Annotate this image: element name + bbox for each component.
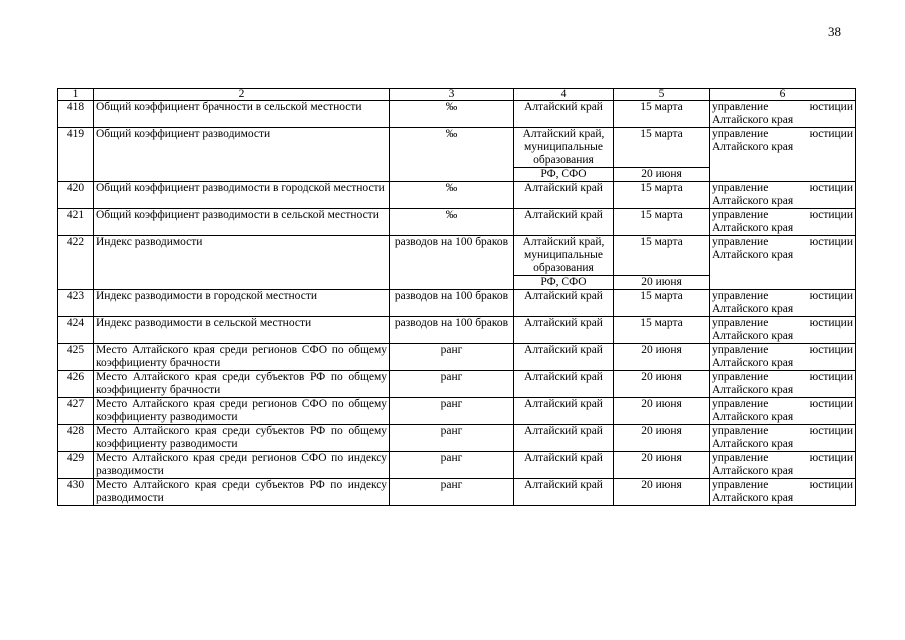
- deadline-date: 15 марта: [614, 128, 710, 168]
- table-row: [58, 371, 856, 398]
- responsible-word: управление: [712, 371, 769, 383]
- indicator-name: Место Алтайского края среди субъектов РФ по индексу разводимости: [94, 479, 390, 506]
- deadline-date: 15 марта: [614, 182, 710, 209]
- responsible-line: Алтайского края: [712, 438, 794, 450]
- responsible-line: Алтайского края: [712, 411, 794, 423]
- unit-of-measure: ‰: [390, 128, 514, 182]
- table-row: [58, 236, 856, 276]
- responsible-word: юстиции: [809, 398, 853, 410]
- row-number: 422: [58, 236, 94, 290]
- territory: Алтайский край: [514, 182, 614, 209]
- table-row: [58, 425, 856, 452]
- column-number: 1: [58, 89, 94, 101]
- deadline-date: 20 июня: [614, 479, 710, 506]
- responsible-line: Алтайского края: [712, 249, 794, 261]
- territory: Алтайский край: [514, 101, 614, 128]
- responsible-body: [710, 371, 856, 398]
- responsible-word: юстиции: [809, 344, 853, 356]
- responsible-body: [710, 182, 856, 209]
- deadline-date: 15 марта: [614, 209, 710, 236]
- responsible-line: Алтайского края: [712, 492, 794, 504]
- row-number: 418: [58, 101, 94, 128]
- unit-of-measure: ‰: [390, 101, 514, 128]
- deadline-date: 15 марта: [614, 236, 710, 276]
- indicator-name: Место Алтайского края среди субъектов РФ по общему коэффициенту разводимости: [94, 425, 390, 452]
- responsible-word: управление: [712, 344, 769, 356]
- responsible-line: [712, 425, 853, 438]
- territory: РФ, СФО: [514, 168, 614, 182]
- table-row: [58, 317, 856, 344]
- responsible-line: [712, 371, 853, 384]
- table-row: [58, 290, 856, 317]
- unit-of-measure: ранг: [390, 479, 514, 506]
- responsible-word: управление: [712, 128, 769, 140]
- territory: Алтайский край: [514, 425, 614, 452]
- table-row: [58, 101, 856, 128]
- row-number: 424: [58, 317, 94, 344]
- responsible-body: [710, 398, 856, 425]
- unit-of-measure: ранг: [390, 398, 514, 425]
- responsible-line: Алтайского края: [712, 303, 794, 315]
- responsible-line: [712, 182, 853, 195]
- row-number: 423: [58, 290, 94, 317]
- responsible-word: юстиции: [809, 209, 853, 221]
- column-number: 2: [94, 89, 390, 101]
- indicator-name: Общий коэффициент разводимости: [94, 128, 390, 182]
- unit-of-measure: ранг: [390, 344, 514, 371]
- row-number: 429: [58, 452, 94, 479]
- responsible-line: [712, 236, 853, 249]
- territory: Алтайский край: [514, 344, 614, 371]
- indicator-name: Индекс разводимости: [94, 236, 390, 290]
- territory: Алтайский край: [514, 398, 614, 425]
- indicator-name: Индекс разводимости в городской местности: [94, 290, 390, 317]
- row-number: 426: [58, 371, 94, 398]
- deadline-date: 15 марта: [614, 290, 710, 317]
- deadline-date: 20 июня: [614, 371, 710, 398]
- responsible-word: управление: [712, 317, 769, 329]
- territory: Алтайский край, муниципальные образования: [514, 128, 614, 168]
- indicator-name: Общий коэффициент брачности в сельской местности: [94, 101, 390, 128]
- indicator-name: Индекс разводимости в сельской местности: [94, 317, 390, 344]
- responsible-line: [712, 344, 853, 357]
- responsible-body: [710, 452, 856, 479]
- responsible-line: Алтайского края: [712, 465, 794, 477]
- responsible-line: [712, 101, 853, 114]
- responsible-word: управление: [712, 425, 769, 437]
- row-number: 420: [58, 182, 94, 209]
- responsible-word: юстиции: [809, 371, 853, 383]
- responsible-word: юстиции: [809, 317, 853, 329]
- responsible-word: юстиции: [809, 101, 853, 113]
- responsible-line: Алтайского края: [712, 222, 794, 234]
- responsible-word: управление: [712, 452, 769, 464]
- deadline-date: 15 марта: [614, 317, 710, 344]
- responsible-word: управление: [712, 290, 769, 302]
- responsible-line: [712, 317, 853, 330]
- deadline-date: 20 июня: [614, 425, 710, 452]
- responsible-word: управление: [712, 101, 769, 113]
- responsible-word: юстиции: [809, 128, 853, 140]
- responsible-line: [712, 398, 853, 411]
- unit-of-measure: разводов на 100 браков: [390, 317, 514, 344]
- unit-of-measure: разводов на 100 браков: [390, 290, 514, 317]
- table-row: [58, 128, 856, 168]
- responsible-word: юстиции: [809, 479, 853, 491]
- column-number-row: [58, 89, 856, 101]
- responsible-body: [710, 101, 856, 128]
- unit-of-measure: ранг: [390, 371, 514, 398]
- indicator-table: [57, 88, 856, 506]
- responsible-word: управление: [712, 236, 769, 248]
- responsible-body: [710, 479, 856, 506]
- table-row: [58, 452, 856, 479]
- unit-of-measure: ‰: [390, 209, 514, 236]
- responsible-body: [710, 425, 856, 452]
- indicator-name: Место Алтайского края среди субъектов РФ по общему коэффициенту брачности: [94, 371, 390, 398]
- table-row: [58, 479, 856, 506]
- table-row: [58, 398, 856, 425]
- responsible-word: управление: [712, 209, 769, 221]
- table-row: [58, 209, 856, 236]
- territory: Алтайский край, муниципальные образования: [514, 236, 614, 276]
- indicator-name: Место Алтайского края среди регионов СФО по индексу разводимости: [94, 452, 390, 479]
- territory: Алтайский край: [514, 452, 614, 479]
- page-number: 38: [828, 24, 841, 39]
- responsible-word: юстиции: [809, 236, 853, 248]
- deadline-date: 20 июня: [614, 276, 710, 290]
- row-number: 421: [58, 209, 94, 236]
- deadline-date: 20 июня: [614, 344, 710, 371]
- unit-of-measure: ‰: [390, 182, 514, 209]
- indicator-name: Общий коэффициент разводимости в городской местности: [94, 182, 390, 209]
- responsible-body: [710, 236, 856, 290]
- unit-of-measure: разводов на 100 браков: [390, 236, 514, 290]
- responsible-word: управление: [712, 479, 769, 491]
- responsible-word: юстиции: [809, 182, 853, 194]
- responsible-word: управление: [712, 182, 769, 194]
- responsible-word: юстиции: [809, 290, 853, 302]
- responsible-body: [710, 209, 856, 236]
- responsible-line: Алтайского края: [712, 384, 794, 396]
- unit-of-measure: ранг: [390, 425, 514, 452]
- territory: Алтайский край: [514, 479, 614, 506]
- responsible-line: [712, 209, 853, 222]
- territory: Алтайский край: [514, 290, 614, 317]
- responsible-body: [710, 344, 856, 371]
- responsible-line: Алтайского края: [712, 114, 794, 126]
- responsible-line: Алтайского края: [712, 330, 794, 342]
- responsible-line: [712, 128, 853, 141]
- deadline-date: 15 марта: [614, 101, 710, 128]
- deadline-date: 20 июня: [614, 452, 710, 479]
- row-number: 430: [58, 479, 94, 506]
- responsible-line: [712, 479, 853, 492]
- territory: Алтайский край: [514, 317, 614, 344]
- responsible-word: юстиции: [809, 425, 853, 437]
- responsible-line: Алтайского края: [712, 195, 794, 207]
- column-number: 6: [710, 89, 856, 101]
- column-number: 5: [614, 89, 710, 101]
- row-number: 425: [58, 344, 94, 371]
- table-row: [58, 344, 856, 371]
- column-number: 3: [390, 89, 514, 101]
- territory: РФ, СФО: [514, 276, 614, 290]
- row-number: 428: [58, 425, 94, 452]
- unit-of-measure: ранг: [390, 452, 514, 479]
- table-row: [58, 182, 856, 209]
- responsible-line: [712, 290, 853, 303]
- responsible-word: юстиции: [809, 452, 853, 464]
- column-number: 4: [514, 89, 614, 101]
- deadline-date: 20 июня: [614, 398, 710, 425]
- territory: Алтайский край: [514, 371, 614, 398]
- responsible-body: [710, 128, 856, 182]
- responsible-line: Алтайского края: [712, 357, 794, 369]
- row-number: 419: [58, 128, 94, 182]
- deadline-date: 20 июня: [614, 168, 710, 182]
- indicator-name: Общий коэффициент разводимости в сельской местности: [94, 209, 390, 236]
- responsible-line: [712, 452, 853, 465]
- row-number: 427: [58, 398, 94, 425]
- responsible-line: Алтайского края: [712, 141, 794, 153]
- indicator-name: Место Алтайского края среди регионов СФО по общему коэффициенту разводимости: [94, 398, 390, 425]
- responsible-body: [710, 290, 856, 317]
- territory: Алтайский край: [514, 209, 614, 236]
- responsible-word: управление: [712, 398, 769, 410]
- responsible-body: [710, 317, 856, 344]
- indicator-name: Место Алтайского края среди регионов СФО по общему коэффициенту брачности: [94, 344, 390, 371]
